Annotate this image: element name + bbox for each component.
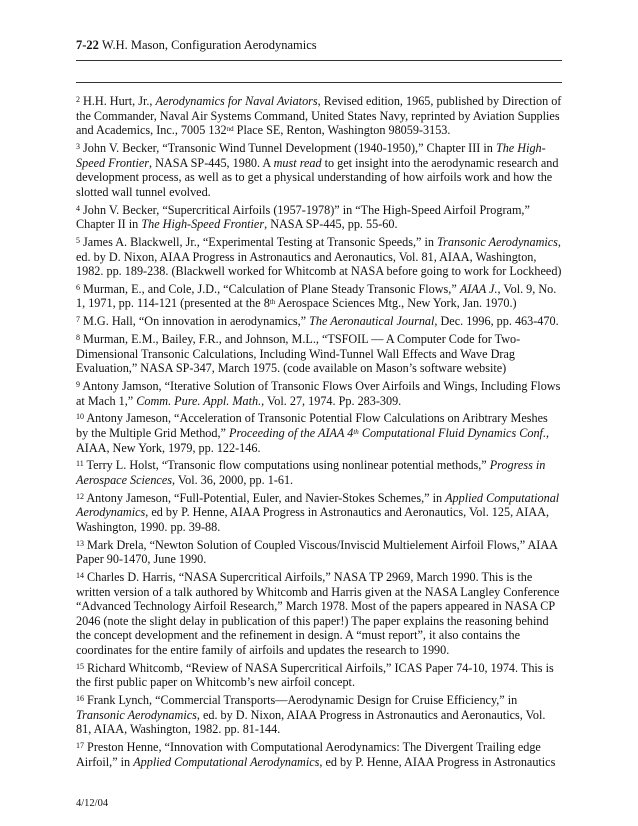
footnote-number: 16 <box>76 694 84 704</box>
footnote-text: , Vol. 36, 2000, pp. 1-61. <box>172 472 294 487</box>
footnote-text: Antony Jamson, “Iterative Solution of Transonic Flows Over Airfoils and Wings, Including Flows at Mach 1,” <box>76 379 561 408</box>
footnote-number: 14 <box>76 571 84 581</box>
footnote-text: Aerodynamics for Naval Aviators <box>155 94 318 108</box>
footnote-9 <box>76 379 562 408</box>
footnote-text: to get insight into the aerodynamic research and development process, as well as to get a physical understanding of how airfoils work and how the slotted wall tunnel evolved. <box>76 155 559 199</box>
footnote-text: Applied Computational Aerodynamics <box>76 490 560 520</box>
footnotes-list <box>76 94 562 773</box>
header-rule <box>76 60 562 61</box>
footnote-text: Comm. Pure. Appl. Math., <box>136 393 265 408</box>
footnote-2 <box>76 94 562 138</box>
footnote-text: Proceeding of the AIAA 4 <box>229 425 354 440</box>
footnote-7 <box>76 314 562 329</box>
footnote-number: 12 <box>76 491 84 501</box>
footnote-16 <box>76 693 562 737</box>
footnote-text: must read <box>273 155 322 170</box>
footnote-text: Murman, E.M., Bailey, F.R., and Johnson, M.L., “TSFOIL — A Computer Code for Two-Dimensional Transonic Calculations, Including Wind-Tunnel Wall Effects and Wave Drag Evaluation,” NASA SP-347, March 1975. (code available on Mason’s software website) <box>76 332 521 376</box>
footnote-text: Frank Lynch, “Commercial Transports—Aerodynamic Design for Cruise Efficiency,” in <box>87 693 518 708</box>
footnote-text: Transonic Aerodynamics <box>437 234 558 249</box>
footnote-15 <box>76 661 562 690</box>
footnote-3 <box>76 141 562 199</box>
footnote-text: M.G. Hall, “On innovation in aerodynamics,” <box>83 314 310 329</box>
footnote-separator-rule <box>76 82 562 83</box>
running-title: W.H. Mason, Configuration Aerodynamics <box>101 38 317 52</box>
footnote-text: , NASA SP-445, 1980. A <box>149 155 274 170</box>
footnote-10 <box>76 411 562 455</box>
footnote-text: , Dec. 1996, pp. 463-470. <box>434 314 559 329</box>
footnote-text: Richard Whitcomb, “Review of NASA Supercritical Airfoils,” ICAS Paper 74-10, 1974. This is the first public paper on Whitcomb’s new airfoil concept. <box>76 660 554 690</box>
footnote-number: 11 <box>76 459 84 469</box>
footnote-text: nd <box>226 125 234 134</box>
footnote-4 <box>76 203 562 232</box>
footnote-text: The High-Speed Frontier <box>76 140 546 170</box>
footnote-text: AIAA J., <box>459 281 501 296</box>
footnote-text: James A. Blackwell, Jr., “Experimental Testing at Transonic Speeds,” in <box>83 234 438 249</box>
footnote-text: Antony Jameson, “Full-Potential, Euler, and Navier-Stokes Schemes,” in <box>86 490 446 505</box>
footnote-text: , ed. by D. Nixon, AIAA Progress in Astronautics and Aeronautics, Vol. 81, AIAA, Washington, 1982. pp. 189-238. (Blackwell worked for Whitcomb at NASA before going to work for Lockheed) <box>76 234 562 279</box>
footnote-text: Vol. 9, No. 1, 1971, pp. 114-121 (presented at the 8 <box>76 281 557 311</box>
footnote-12 <box>76 491 562 535</box>
footnote-text: th <box>353 427 359 436</box>
footnote-text: John V. Becker, “Supercritical Airfoils (1957-1978)” in “The High-Speed Airfoil Program,” Chapter II in <box>76 202 530 232</box>
footnote-text: H.H. Hurt, Jr., <box>83 94 156 108</box>
footnote-text: Vol. 27, 1974. Pp. 283-309. <box>264 393 402 408</box>
footnote-number: 6 <box>76 282 80 292</box>
footer-date: 4/12/04 <box>76 798 109 809</box>
footnote-text: th <box>269 298 276 307</box>
footnote-text: Transonic Aerodynamics <box>76 707 197 722</box>
footnote-text: , ed by P. Henne, AIAA Progress in Astronautics <box>319 754 556 769</box>
footnote-11 <box>76 458 562 487</box>
footnote-number: 9 <box>76 380 80 389</box>
footnote-text: , ed by P. Henne, AIAA Progress in Astronautics and Aeronautics, Vol. 125, AIAA, Washington, 1990. pp. 39-88. <box>76 505 550 534</box>
footnote-number: 10 <box>76 412 84 422</box>
footnote-number: 2 <box>76 95 80 104</box>
footnote-text: Computational Fluid Dynamics Conf. <box>358 425 546 440</box>
footnote-8 <box>76 332 562 376</box>
footnote-text: Antony Jameson, “Acceleration of Transonic Potential Flow Calculations on Aribtrary Meshes by the Multiple Grid Method,” <box>76 411 548 440</box>
footnote-text: Mark Drela, “Newton Solution of Coupled Viscous/Inviscid Multielement Airfoil Flows,” AIAA Paper 90-1470, June 1990. <box>76 537 558 567</box>
footnote-number: 8 <box>76 333 80 343</box>
footnote-number: 5 <box>76 235 80 245</box>
footnote-6 <box>76 282 562 311</box>
footnote-number: 15 <box>76 661 84 671</box>
footnote-14 <box>76 570 562 658</box>
footnote-text: Terry L. Holst, “Transonic flow computations using nonlinear potential methods,” <box>86 458 490 473</box>
footnote-text: Progress in Aerospace Sciences <box>76 458 546 487</box>
footnote-text: , AIAA, New York, 1979, pp. 122-146. <box>76 425 550 455</box>
footnote-text: The Aeronautical Journal <box>309 314 435 329</box>
footnote-number: 7 <box>76 315 80 325</box>
footnote-text: Aerospace Sciences Mtg., New York, Jan. 1970.) <box>275 296 517 311</box>
footnote-13 <box>76 538 562 567</box>
footnote-text: , NASA SP-445, pp. 55-60. <box>264 217 398 232</box>
footnote-text: Applied Computational Aerodynamics <box>133 754 320 769</box>
footnote-number: 13 <box>76 538 84 548</box>
footnote-number: 4 <box>76 203 80 213</box>
footnote-text: Charles D. Harris, “NASA Supercritical Airfoils,” NASA TP 2969, March 1990. This is the written version of a talk authored by Whitcomb and Harris given at the NASA Langley Conference “Advanced Technology Airfoil Research,” March 1978. Most of the papers appeared in NASA CP 2046 (note the slight delay in publication of this paper!) The paper explains the reasoning behind the concept development and the refinement in design. A “must report”, it also contains the coordinates for the entire family of airfoils and updates the research to 1990. <box>76 570 560 658</box>
footnote-text: , Revised edition, 1965, published by Direction of the Commander, Naval Air Systems Command, United States Navy, reprinted by Aviation Supplies and Academics, Inc., 7005 132 <box>76 94 562 138</box>
footnote-5 <box>76 235 562 279</box>
footnote-text: Murman, E., and Cole, J.D., “Calculation of Plane Steady Transonic Flows,” <box>83 281 460 296</box>
footnote-text: The High-Speed Frontier <box>141 217 265 232</box>
footnote-text: John V. Becker, “Transonic Wind Tunnel Development (1940-1950),” Chapter III in <box>83 140 496 155</box>
footnote-text: Preston Henne, “Innovation with Computational Aerodynamics: The Divergent Trailing edge Airfoil,” in <box>76 740 541 769</box>
running-header <box>76 38 317 53</box>
footnote-number: 3 <box>76 141 80 151</box>
footnote-17 <box>76 740 562 769</box>
page-number: 7-22 <box>76 38 99 52</box>
footnote-text: , ed. by D. Nixon, AIAA Progress in Astronautics and Aeronautics, Vol. 81, AIAA, Washington, 1982. pp. 81-144. <box>76 707 546 737</box>
footnote-text: Place SE, Renton, Washington 98059-3153. <box>233 123 451 138</box>
footnote-number: 17 <box>76 741 84 751</box>
